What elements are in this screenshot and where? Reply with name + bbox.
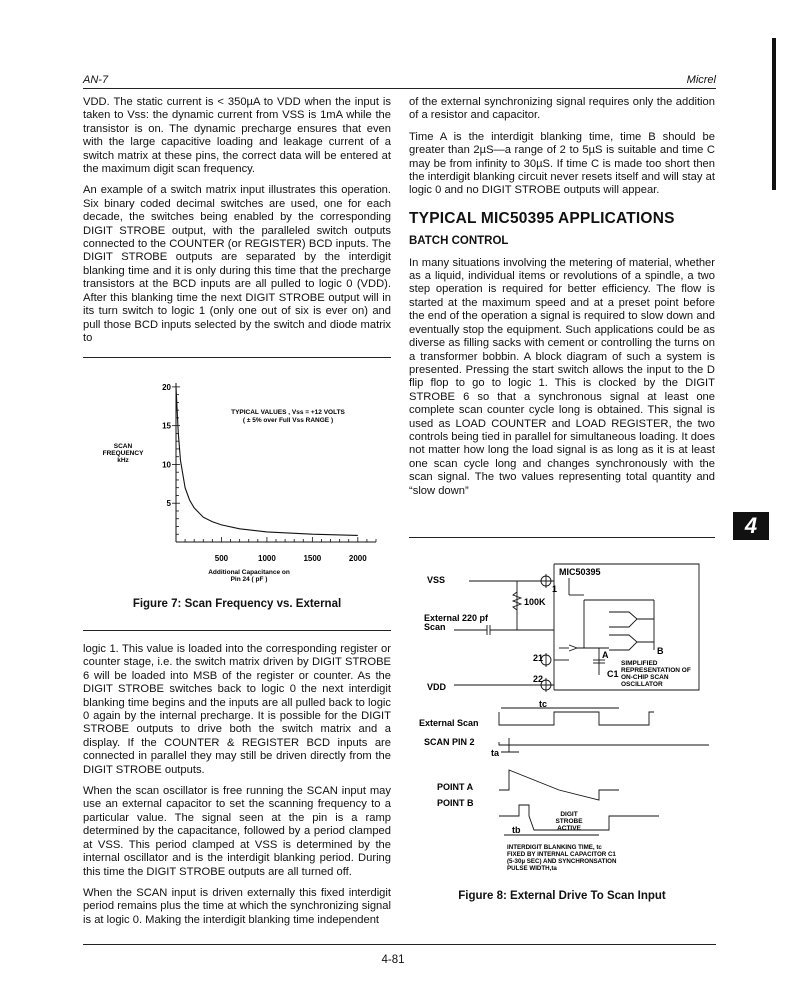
point-a-timing-label: POINT A [437,782,474,792]
paragraph: In many situations involving the metering of material, whether as a liquid, individual items or revolutions of a spindle, a two step operation is required for better efficiency. The flow is started at the maximum speed and at a preset point before the end of the operation a signal is required to slow down and eventually stop the equipment. Such applications could be as diverse as filling sacks with cement or controlling the turns on a transformer bobbin. A block diagram of such a system is presented. Pressing the start switch allows the input to the D flip flop to go to logic 1. This is clocked by the DIGIT STROBE 6 so that a synchronous signal at least one complete scan counter cycle long is obtained. This signal is used as LOAD COUNTER and LOAD REGISTER, the two controls being tied in parallel for simultaneous loading. It does not matter how long the load signal is as long as it is at least one scan cycle long and changes synchronously with the scan signal. The two values representing total quantity and “slow down” [409,256,715,497]
pin21-label: 21 [533,653,544,663]
y-tick-label: 5 [166,499,171,509]
scan-label: Scan [424,622,446,632]
y-axis-label-line: FREQUENCY [102,450,144,457]
paragraph: When the scan oscillator is free running the SCAN input may use an external capacitor to set the scanning frequency to a particular value. The signal seen at the pin is a ramp determined by the capacitance, followed by a period clamped at VSS. This period clamped at VSS is determined by the internal oscillator and is the interdigit blanking period. During this time the DIGIT STROBE outputs are all turned off. [83,785,391,878]
pin1-label: 1 [552,584,558,594]
header-rule [83,88,716,89]
header-right: Micrel [686,74,716,86]
paragraph: of the external synchronizing signal requires only the addition of a resistor and capacitor. [409,96,715,122]
left-column-top [83,96,391,353]
y-axis-label-line: kHz [117,457,129,464]
section-tab: 4 [733,512,769,540]
resistor-label: 100K [524,597,546,607]
scan-pin2-label: SCAN PIN 2 [424,737,475,747]
left-column-bottom [83,643,391,935]
osc-note-line: ON-CHIP SCAN [621,674,669,681]
timing-note-line: FIXED BY INTERNAL CAPACITOR C1 [507,851,616,858]
osc-note-line: SIMPLIFIED [621,660,658,667]
y-axis-label [103,443,144,464]
x-tick-label: 1000 [258,554,276,563]
vdd-label: VDD [427,682,447,692]
vss-label: VSS [427,575,446,585]
figure-rule [409,537,715,538]
digit-strobe-line: STROBE [555,818,583,825]
figure-8-caption: Figure 8: External Drive To Scan Input [458,890,666,902]
point-b-timing-label: POINT B [437,798,474,808]
right-column-top [409,96,715,506]
point-a-label: A [602,650,609,660]
y-axis-label-line: SCAN [113,443,133,450]
section-heading: TYPICAL MIC50395 APPLICATIONS [409,209,675,227]
timing-note-line: INTERDIGIT BLANKING TIME, tc [507,844,602,851]
paragraph: An example of a switch matrix input illustrates this operation. Six binary coded decimal switches are used, one for each decade, the switches being enabled by the corresponding DIGIT STROBE output, with the paralleled switch outputs connected to the COUNTER (or REGISTER) BCD inputs. The DIGIT STROBE outputs are separated by the interdigit blanking time and it is only during this time that the precharge transistors at the BCD inputs are all pulled to logic 0 (VDD). After this blanking time the next DIGIT STROBE output will in its turn switch to logic 1 (only one out of six is ever on) and pull those BCD inputs selected by the switch and diode matrix to [83,184,391,344]
timing-note-line: (5-30µ SEC) AND SYNCHRONSATION [507,858,617,865]
digit-strobe-line: ACTIVE [557,825,581,832]
x-axis-label: Additional Capacitance on [208,569,290,576]
figure-rule [83,357,391,358]
y-tick-label: 20 [162,382,171,392]
osc-note-line: OSCILLATOR [621,681,663,688]
page-number: 4-81 [381,954,405,966]
footer-rule [83,944,716,945]
ext-cap-label: External 220 pf [424,613,489,623]
y-tick-label: 10 [162,460,171,470]
paragraph: Time A is the interdigit blanking time, time B should be greater than 2µS—a range of 2 to 5µS is suitable and time C may be from infinity to 30µS. If time C is made too short then the interdigit blanking circuit never resets itself and will stay at logic 0 and no DIGIT STROBE outputs will appear. [409,130,715,197]
point-b-label: B [657,646,664,656]
pin22-label: 22 [533,674,544,684]
subsection-heading: BATCH CONTROL [409,235,509,248]
header-left: AN-7 [83,74,109,86]
paragraph: VDD. The static current is < 350µA to VDD when the input is taken to Vss: the dynamic current from VSS is 1mA while the transistor is on. The dynamic precharge ensures that even with the large capacitive loading and leakage current of a switch matrix at these pins, the correct data will be entered at the maximum digit scan frequency. [83,96,391,176]
ta-label: ta [491,748,500,758]
x-tick-label: 500 [214,554,229,563]
scan-frequency-chart [83,370,391,595]
chart-subtitle: ( ± 5% over Full Vss RANGE ) [242,417,334,424]
paragraph: logic 1. This value is loaded into the corresponding register or counter stage, i.e. the switch matrix driven by DIGIT STROBE 6 will be loaded into MSB of the register or counter. As the DIGIT STROBE switches back to logic 0 the next interdigit blanking time begins and the inputs are all pulled back to logic 0 again by the internal precharge. It is possible for the DIGIT STROBE outputs to drive both the switch matrix and a display. If the COUNTER & REGISTER BCD inputs are connected in parallel they may still be driven directly from the DIGIT STROBE outputs. [83,643,391,776]
figure-7-caption: Figure 7: Scan Frequency vs. External [132,598,342,610]
y-tick-label: 15 [162,421,171,431]
chip-label: MIC50395 [559,567,601,577]
timing-note-line: PULSE WIDTH,ta [507,865,557,872]
ext-scan-label: External Scan [419,718,479,728]
osc-note-line: REPRESENTATION OF [621,667,691,674]
tb-label: tb [512,825,521,835]
tc-label: tc [539,699,548,709]
c1-label: C1 [607,669,619,679]
chart-title: TYPICAL VALUES , Vss = +12 VOLTS [231,409,345,416]
figure-rule [83,630,391,631]
x-tick-label: 2000 [348,554,367,563]
paragraph: When the SCAN input is driven externally this fixed interdigit period remains plus the time at which the synchronizing signal is at logic 0. Making the interdigit blanking time independent [83,886,391,926]
page-edge-bar [772,38,776,190]
x-tick-label: 1500 [303,554,322,563]
external-drive-diagram [409,550,715,880]
x-axis-label-line2: Pin 24 ( pF ) [230,576,268,583]
digit-strobe-line: DIGIT [560,811,578,818]
